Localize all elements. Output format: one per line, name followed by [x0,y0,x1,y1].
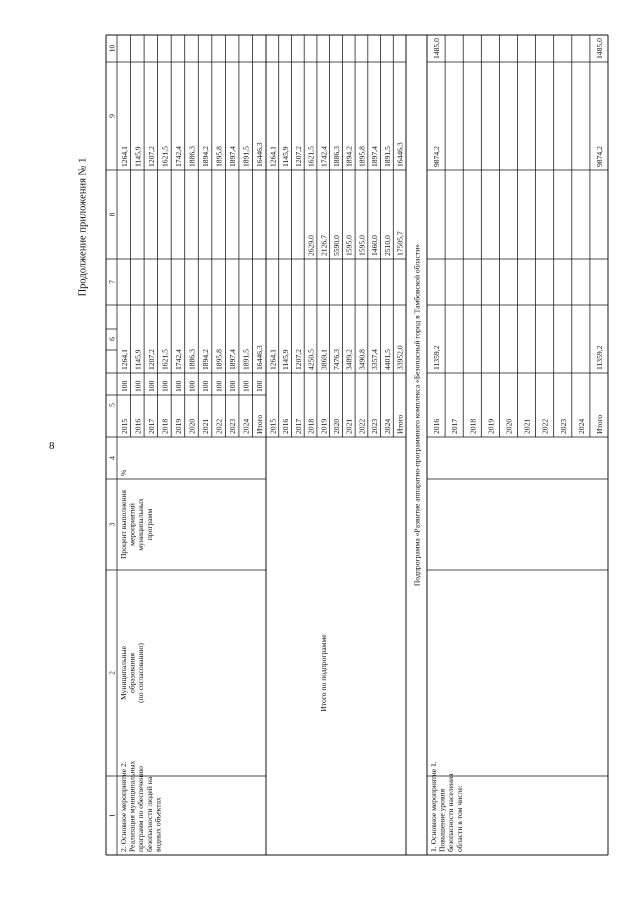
measure2-name-line-3: безопасности людей на [144,776,154,852]
table-grid [106,35,608,855]
subtotal-regional-5: 1886,3 [332,146,341,167]
measure1-year-2: 2018 [468,418,478,434]
column-number-9: 9 [107,114,117,118]
measure2-pct-3: 100 [160,380,170,392]
measure2-regional-7: 1895,8 [214,146,224,167]
subtotal-fed-9: 2510,0 [382,235,392,256]
measure2-pct-4: 100 [173,380,183,392]
subtotal-regional-9: 1891,5 [382,146,392,167]
measure2-regional-4: 1742,4 [173,146,183,167]
measure2-total-0: 1264,1 [119,349,129,370]
subtotal-year-10: Итого [395,414,405,434]
subtotal-year-1: 2016 [281,418,291,434]
measure2-regional-1: 1145,9 [133,146,143,167]
measure1-year-8: 2024 [576,418,586,434]
measure2-regional-9: 1891,5 [241,146,251,167]
measure2-pct-2: 100 [146,380,156,392]
measure1-name-line-1: Повышение уровня [437,788,447,852]
subtotal-total-1: 1145,9 [281,349,291,370]
subtotal-fed-4: 2126,7 [319,235,329,256]
subtotal-total-6: 3489,2 [344,349,354,370]
subtotal-total-5: 7476,3 [332,349,341,370]
measure2-year-7: 2022 [214,418,224,434]
measure1-year-6: 2022 [540,418,550,434]
subtotal-label: Итого по подпрограмме [319,634,328,712]
measure2-regional-2: 1207,2 [146,146,156,167]
measure2-regional-0: 1264,1 [119,146,129,167]
measure2-year-9: 2024 [241,418,251,434]
measure2-pct-9: 100 [241,380,251,392]
subtotal-year-9: 2024 [382,418,392,434]
measure2-pct-1: 100 [133,380,143,392]
measure2-total-10: 16446,3 [255,345,265,370]
measure2-pct-8: 100 [228,380,238,392]
subtotal-year-6: 2021 [344,418,354,434]
measure2-year-6: 2021 [201,418,211,434]
column-number-10: 10 [107,44,117,53]
measure2-year-3: 2018 [160,418,170,434]
measure2-pct-5: 100 [187,380,197,392]
subtotal-regional-0: 1264,1 [268,146,278,167]
measure2-indicator-line-1: мероприятий [127,503,137,546]
subtotal-regional-1: 1145,9 [281,146,291,167]
measure1-regional-9: 9874,2 [594,146,604,167]
subtotal-regional-8: 1897,4 [370,146,380,167]
measure2-total-2: 1207,2 [146,349,156,370]
subtotal-fed-5: 5590,0 [332,235,341,256]
measure1-year-3: 2019 [486,418,496,434]
measure2-indicator-line-3: программ [144,508,154,541]
measure2-indicator-line-2: муниципальных [136,498,146,551]
page-number: 8 [49,440,55,452]
column-number-2: 2 [107,671,117,675]
measure2-total-1: 1145,9 [133,349,143,370]
measure2-regional-6: 1894,2 [201,146,211,167]
measure2-regional-8: 1897,4 [228,146,238,167]
measure1-year-1: 2017 [450,418,460,434]
measure2-indicator-line-0: Процент выполнения [119,489,128,560]
column-number-1: 1 [107,813,117,818]
measure1-total-0: 11359,2 [432,345,442,370]
measure2-executor-line-2: (по согласованию) [136,643,146,703]
measure2-executor-line-0: Муниципальные [119,646,128,700]
measure2-total-5: 1886,3 [187,349,197,370]
measure2-total-4: 1742,4 [173,349,183,370]
appendix-title: Продолжение приложения № 1 [77,157,89,297]
measure1-year-4: 2020 [504,418,514,434]
subtotal-regional-2: 1207,2 [293,146,303,167]
measure2-name-line-1: Реализация муниципальных [127,760,137,852]
measure1-regional-0: 9874,2 [432,146,442,167]
column-number-3: 3 [107,522,117,527]
measure2-pct-7: 100 [214,380,224,392]
measure2-pct-10: 100 [255,380,265,392]
measure2-regional-10: 16446,3 [255,142,265,167]
column-number-6: 6 [107,337,117,341]
subtotal-regional-6: 1894,2 [344,146,354,167]
column-number-4: 4 [107,456,117,460]
measure2-year-8: 2023 [228,418,238,434]
measure2-year-10: Итого [255,414,265,434]
measure1-name-line-0: 1. Основное мероприятие 1. [429,761,438,852]
subtotal-year-3: 2018 [306,418,316,434]
measure2-year-1: 2016 [133,418,143,434]
subtotal-total-4: 3869,1 [319,349,329,370]
column-number-8: 8 [107,212,117,217]
measure2-name-line-4: водных объектах [153,797,163,852]
subtotal-fed-6: 1595,0 [344,235,354,256]
subtotal-fed-7: 1595,0 [357,235,367,256]
measure1-total-9: 11359,2 [594,345,604,370]
subtotal-total-9: 4401,5 [382,349,392,370]
subtotal-regional-4: 1742,4 [319,146,329,167]
measure2-pct-0: 100 [119,380,129,392]
measure2-year-5: 2020 [187,418,197,434]
subtotal-fed-10: 17505,7 [395,231,405,256]
measure1-name-line-2: безопасности населения [446,773,456,852]
subtotal-year-2: 2017 [293,418,303,434]
subtotal-regional-10: 16446,3 [395,142,405,167]
measure2-executor-line-1: образования [127,652,137,694]
subtotal-year-8: 2023 [370,418,380,434]
measure1-local-9: 1485,0 [594,38,604,59]
measure1-local-0: 1485,0 [432,38,442,59]
measure2-total-3: 1621,5 [160,349,170,370]
subtotal-year-0: 2015 [268,418,278,434]
subtotal-year-5: 2020 [332,418,341,434]
measure2-total-6: 1894,2 [201,349,211,370]
subtotal-total-8: 3357,4 [370,349,380,370]
measure2-year-2: 2017 [146,418,156,434]
measure2-total-8: 1897,4 [228,349,238,370]
subtotal-total-2: 1207,2 [293,349,303,370]
column-number-5: 5 [107,403,117,407]
subtotal-year-7: 2022 [357,418,367,434]
subtotal-total-10: 33952,0 [395,345,405,370]
subtotal-total-3: 4250,5 [306,349,316,370]
subtotal-total-0: 1264,1 [268,349,278,370]
measure2-unit: % [119,469,128,476]
subtotal-regional-3: 1621,5 [306,146,316,167]
measure1-name-line-3: области в том числе: [454,785,464,852]
measure1-year-0: 2016 [432,418,442,434]
measure1-year-5: 2021 [522,418,532,434]
subprogram-heading: Подпрограмма «Развитие аппаратно-программного комплекса «Безопасный город в Тамбовской области» [412,243,422,587]
subtotal-total-7: 3490,8 [357,349,367,370]
measure2-name-line-2: программ по обеспечению [136,766,146,852]
subtotal-year-4: 2019 [319,418,329,434]
measure2-regional-5: 1886,3 [187,146,197,167]
subtotal-fed-3: 2629,0 [306,235,316,256]
measure2-year-0: 2015 [119,418,129,434]
measure2-pct-6: 100 [201,380,211,392]
measure2-regional-3: 1621,5 [160,146,170,167]
subtotal-regional-7: 1895,8 [357,146,367,167]
measure1-year-9: Итого [594,414,604,434]
measure2-name-line-0: 2. Основное мероприятие 2. [119,761,128,852]
subtotal-fed-8: 1460,0 [370,235,380,256]
measure2-total-9: 1891,5 [241,349,251,370]
measure2-total-7: 1895,8 [214,349,224,370]
measure1-year-7: 2023 [558,418,568,434]
column-number-7: 7 [107,280,117,284]
measure2-year-4: 2019 [173,418,183,434]
